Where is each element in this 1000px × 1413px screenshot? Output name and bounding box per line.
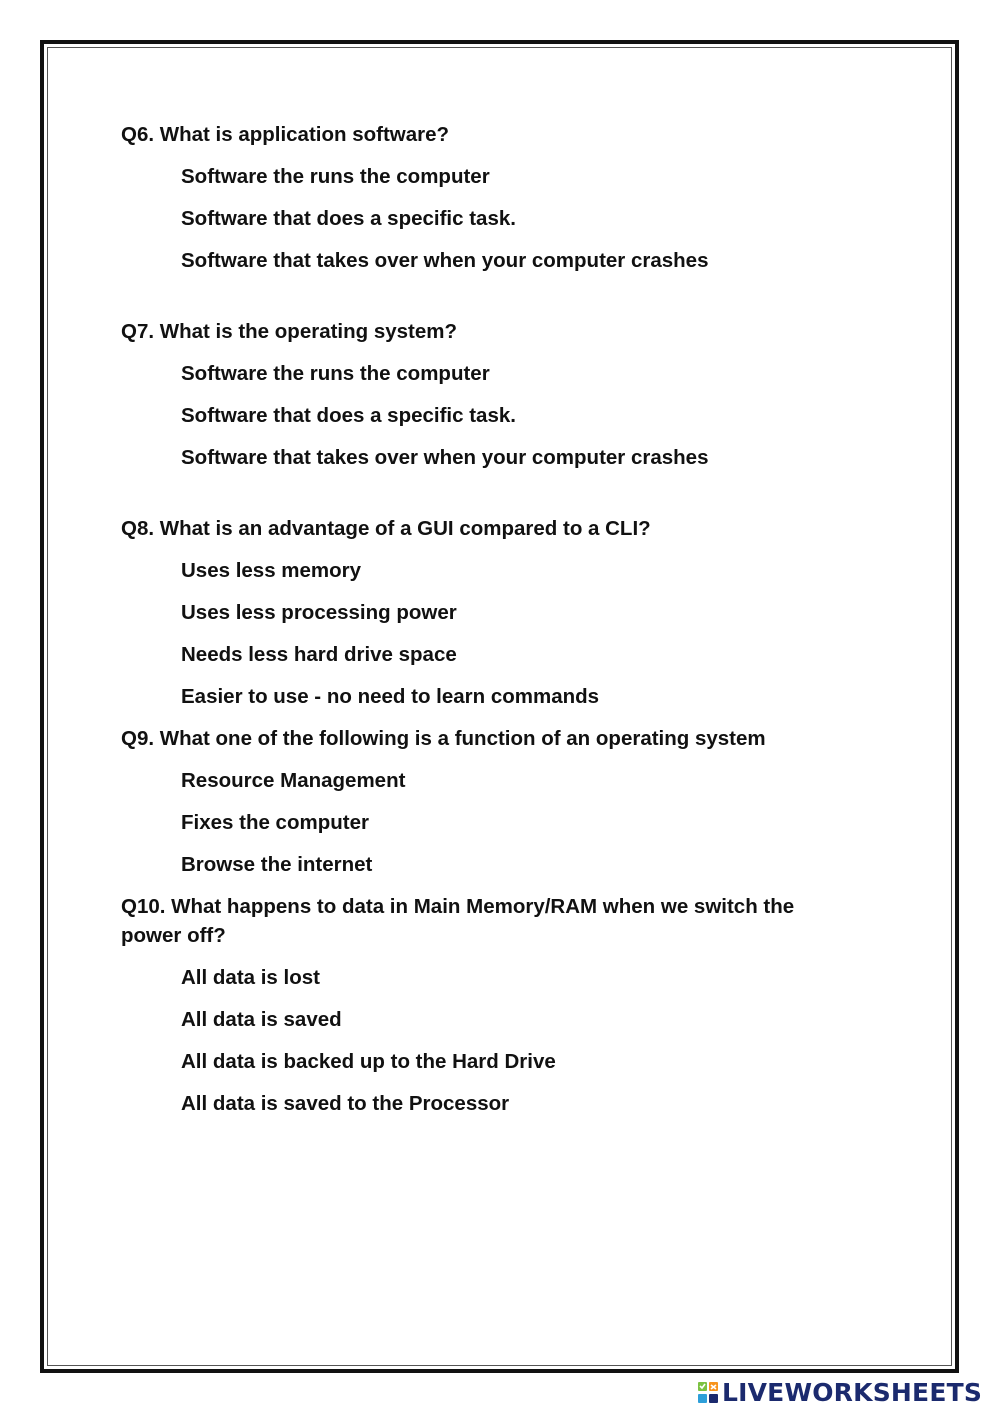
question-q6 — [121, 120, 841, 275]
answer-options — [121, 359, 841, 472]
answer-option[interactable]: Needs less hard drive space — [181, 643, 457, 666]
question-title: Q6. What is application software? — [121, 123, 450, 146]
answer-option[interactable]: Uses less memory — [181, 559, 362, 582]
answer-option[interactable]: All data is saved — [181, 1008, 342, 1031]
question-q7 — [121, 317, 841, 472]
question-q10 — [121, 892, 841, 1118]
answer-option[interactable]: Browse the internet — [181, 853, 373, 876]
answer-options — [121, 556, 841, 711]
answer-option[interactable]: Resource Management — [181, 769, 406, 792]
answer-option[interactable]: Software that does a specific task. — [181, 207, 516, 230]
answer-option[interactable]: Software that does a specific task. — [181, 404, 516, 427]
answer-option[interactable]: All data is saved to the Processor — [181, 1092, 510, 1115]
answer-option[interactable]: Easier to use - no need to learn commands — [181, 685, 600, 708]
answer-option[interactable]: Software the runs the computer — [181, 165, 490, 188]
answer-option[interactable]: All data is backed up to the Hard Drive — [181, 1050, 556, 1073]
answer-option[interactable]: Software the runs the computer — [181, 362, 490, 385]
liveworksheets-brand — [697, 1378, 982, 1408]
answer-options — [121, 963, 841, 1118]
question-title: Q9. What one of the following is a function of an operating system — [121, 727, 766, 750]
answer-option[interactable]: Software that takes over when your computer crashes — [181, 446, 709, 469]
answer-option[interactable]: Uses less processing power — [181, 601, 457, 624]
answer-option[interactable]: Fixes the computer — [181, 811, 369, 834]
answer-options — [121, 162, 841, 275]
question-title: Q7. What is the operating system? — [121, 320, 458, 343]
worksheet-content — [121, 120, 841, 1131]
question-q9 — [121, 724, 841, 879]
question-title: Q10. What happens to data in Main Memory/RAM when we switch the power off? — [121, 895, 795, 947]
liveworksheets-logo-icon — [697, 1380, 719, 1406]
answer-option[interactable]: Software that takes over when your computer crashes — [181, 249, 709, 272]
question-title: Q8. What is an advantage of a GUI compared to a CLI? — [121, 517, 651, 540]
answer-option[interactable]: All data is lost — [181, 966, 320, 989]
answer-options — [121, 766, 841, 879]
question-q8 — [121, 514, 841, 711]
brand-name: LIVEWORKSHEETS — [722, 1378, 983, 1407]
